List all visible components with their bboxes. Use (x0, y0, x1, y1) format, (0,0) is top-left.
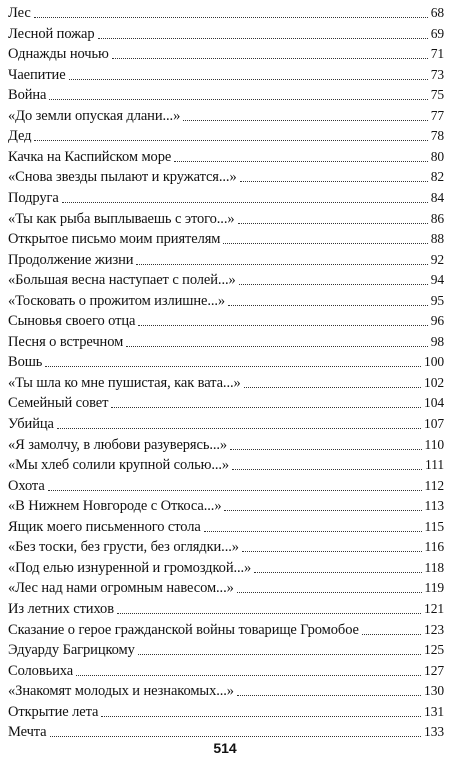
toc-entry-page: 113 (424, 498, 444, 514)
toc-entry-title: «В Нижнем Новгороде с Откоса...» (8, 498, 222, 515)
toc-entry (8, 349, 444, 371)
toc-entry-page: 123 (424, 621, 444, 637)
dot-leader (244, 387, 421, 388)
toc-entry-title: Из летних стихов (8, 601, 114, 617)
toc-entry-page: 125 (424, 642, 444, 658)
toc-entry-title: Продолжение жизни (8, 251, 134, 268)
toc-entry-page: 75 (430, 87, 444, 103)
toc-entry-page: 69 (430, 25, 444, 41)
dot-leader (224, 510, 421, 511)
toc-entry (8, 185, 444, 207)
toc-entry (8, 41, 444, 63)
toc-entry-page: 98 (430, 333, 444, 349)
dot-leader (48, 490, 422, 491)
dot-leader (34, 17, 428, 18)
toc-entry-title: Чаепитие (8, 66, 66, 83)
toc-entry-page: 88 (430, 231, 444, 247)
toc-entry (8, 62, 444, 84)
toc-entry-title: «Тосковать о прожитом излишне...» (8, 292, 226, 309)
dot-leader (57, 428, 421, 429)
toc-entry (8, 21, 444, 43)
dot-leader (126, 346, 428, 347)
toc-entry-title: Соловьиха (8, 662, 74, 679)
toc-entry-page: 73 (430, 66, 444, 82)
toc-entry-title: Сыновья своего отца (8, 313, 136, 330)
dot-leader (183, 120, 427, 121)
toc-entry-page: 111 (425, 457, 444, 473)
toc-entry (8, 103, 444, 125)
toc-entry-title: «Большая весна наступает с полей...» (8, 272, 236, 289)
toc-entry-page: 100 (424, 354, 444, 370)
dot-leader (34, 140, 427, 141)
toc-entry-title: Сказание о герое гражданской войны товарище Громобое (8, 621, 359, 638)
toc-entry (8, 144, 444, 166)
toc-entry-page: 68 (430, 5, 444, 20)
toc-entry-page: 116 (424, 539, 444, 555)
toc-entry (8, 390, 444, 412)
toc-entry-page: 121 (424, 601, 444, 616)
toc-entry-page: 107 (424, 416, 444, 431)
toc-entry-page: 71 (430, 46, 444, 62)
toc-entry (8, 555, 444, 577)
toc-entry (8, 678, 444, 700)
toc-entry-page: 94 (430, 272, 444, 288)
dot-leader (242, 551, 422, 552)
dot-leader (62, 202, 428, 203)
toc-entry-page: 95 (430, 292, 444, 308)
toc-entry-page: 78 (430, 128, 444, 144)
dot-leader (362, 634, 421, 635)
dot-leader (76, 675, 421, 676)
toc-entry (8, 719, 444, 741)
toc-entry-title: Ящик моего письменного стола (8, 518, 201, 535)
toc-entry-title: Подруга (8, 190, 59, 206)
dot-leader (174, 161, 427, 162)
toc-entry (8, 370, 444, 392)
toc-entry-page: 112 (424, 477, 444, 493)
toc-entry (8, 226, 444, 248)
dot-leader (101, 716, 421, 717)
toc-entry-title: Вошь (8, 354, 43, 371)
dot-leader (69, 79, 428, 80)
toc-entry (8, 164, 444, 186)
dot-leader (237, 695, 421, 696)
toc-entry-title: «Ты как рыба выплываешь с этого...» (8, 210, 235, 227)
toc-entry-page: 127 (424, 662, 444, 678)
toc-entry (8, 0, 444, 22)
toc-entry (8, 288, 444, 310)
toc-entry-page: 133 (424, 724, 444, 740)
toc-entry-title: Семейный совет (8, 395, 109, 412)
dot-leader (230, 449, 421, 450)
toc-entry-title: Открытое письмо моим приятелям (8, 231, 221, 248)
toc-entry (8, 329, 444, 351)
toc-entry-page: 110 (424, 436, 444, 452)
toc-entry (8, 534, 444, 556)
toc-entry (8, 473, 444, 495)
toc-entry (8, 267, 444, 289)
toc-entry-title: Лесной пожар (8, 25, 95, 42)
toc-entry-page: 104 (424, 395, 444, 411)
toc-entry-title: «Я замолчу, в любови разуверясь...» (8, 436, 228, 453)
dot-leader (223, 243, 427, 244)
toc-entry (8, 658, 444, 680)
toc-entry (8, 432, 444, 454)
toc-entry-page: 77 (430, 107, 444, 123)
toc-entry-page: 102 (424, 374, 444, 390)
dot-leader (238, 223, 428, 224)
toc-entry-title: «Мы хлеб солили крупной солью...» (8, 457, 230, 474)
dot-leader (254, 572, 421, 573)
toc-entry-title: Открытие лета (8, 703, 99, 720)
toc-entry-title: «До земли опуская длани...» (8, 107, 181, 124)
toc-entry-page: 82 (430, 169, 444, 185)
toc-entry-page: 84 (430, 190, 444, 205)
toc-entry-title: «Знакомят молодых и незнакомых...» (8, 683, 234, 700)
dot-leader (111, 407, 421, 408)
toc-entry-page: 96 (430, 313, 444, 329)
dot-leader (239, 284, 428, 285)
toc-entry-title: Война (8, 87, 47, 104)
dot-leader (136, 264, 427, 265)
toc-entry-title: «Лес над нами огромным навесом...» (8, 580, 234, 597)
toc-entry-title: «Ты шла ко мне пушистая, как вата...» (8, 374, 241, 391)
dot-leader (117, 613, 421, 614)
toc-entry-title: Мечта (8, 724, 47, 741)
toc-entry-page: 130 (424, 683, 444, 699)
toc-entry-page: 92 (430, 251, 444, 267)
dot-leader (232, 469, 422, 470)
toc-entry-page: 131 (424, 703, 444, 719)
dot-leader (138, 325, 427, 326)
toc-entry-page: 119 (424, 580, 444, 596)
toc-entry-title: Убийца (8, 416, 54, 432)
toc-entry (8, 206, 444, 228)
toc-entry (8, 82, 444, 104)
dot-leader (138, 654, 421, 655)
toc-entry-page: 80 (430, 148, 444, 164)
toc-entry (8, 617, 444, 639)
dot-leader (112, 58, 428, 59)
page-number: 514 (213, 740, 237, 756)
toc-entry-title: Песня о встречном (8, 333, 124, 350)
toc-entry-title: «Под елью изнуренной и громоздкой...» (8, 559, 252, 576)
toc-entry (8, 123, 444, 145)
toc-entry-title: Эдуарду Багрицкому (8, 642, 135, 659)
toc-entry-title: Однажды ночью (8, 46, 109, 63)
toc-entry-page: 115 (424, 518, 444, 534)
dot-leader (228, 305, 428, 306)
toc-entry (8, 411, 444, 433)
dot-leader (237, 592, 422, 593)
toc-entry-title: Охота (8, 477, 45, 494)
toc-entry-title: «Без тоски, без грусти, без оглядки...» (8, 539, 239, 556)
toc-entry (8, 452, 444, 474)
toc-entry-page: 118 (424, 559, 444, 575)
dot-leader (49, 99, 427, 100)
toc-entry (8, 493, 444, 515)
dot-leader (98, 38, 428, 39)
toc-entry-title: «Снова звезды пылают и кружатся...» (8, 169, 237, 186)
toc-entry (8, 596, 444, 618)
toc-entry (8, 699, 444, 721)
toc-entry (8, 575, 444, 597)
toc-entry (8, 247, 444, 269)
toc-entry (8, 308, 444, 330)
toc-entry (8, 637, 444, 659)
toc-entry-page: 86 (430, 210, 444, 226)
toc-entry-title: Качка на Каспийском море (8, 148, 172, 165)
toc-entry-title: Лес (8, 5, 31, 21)
dot-leader (204, 531, 422, 532)
dot-leader (45, 366, 421, 367)
dot-leader (240, 181, 428, 182)
toc-entry (8, 514, 444, 536)
dot-leader (50, 736, 422, 737)
toc-entry-title: Дед (8, 128, 32, 145)
